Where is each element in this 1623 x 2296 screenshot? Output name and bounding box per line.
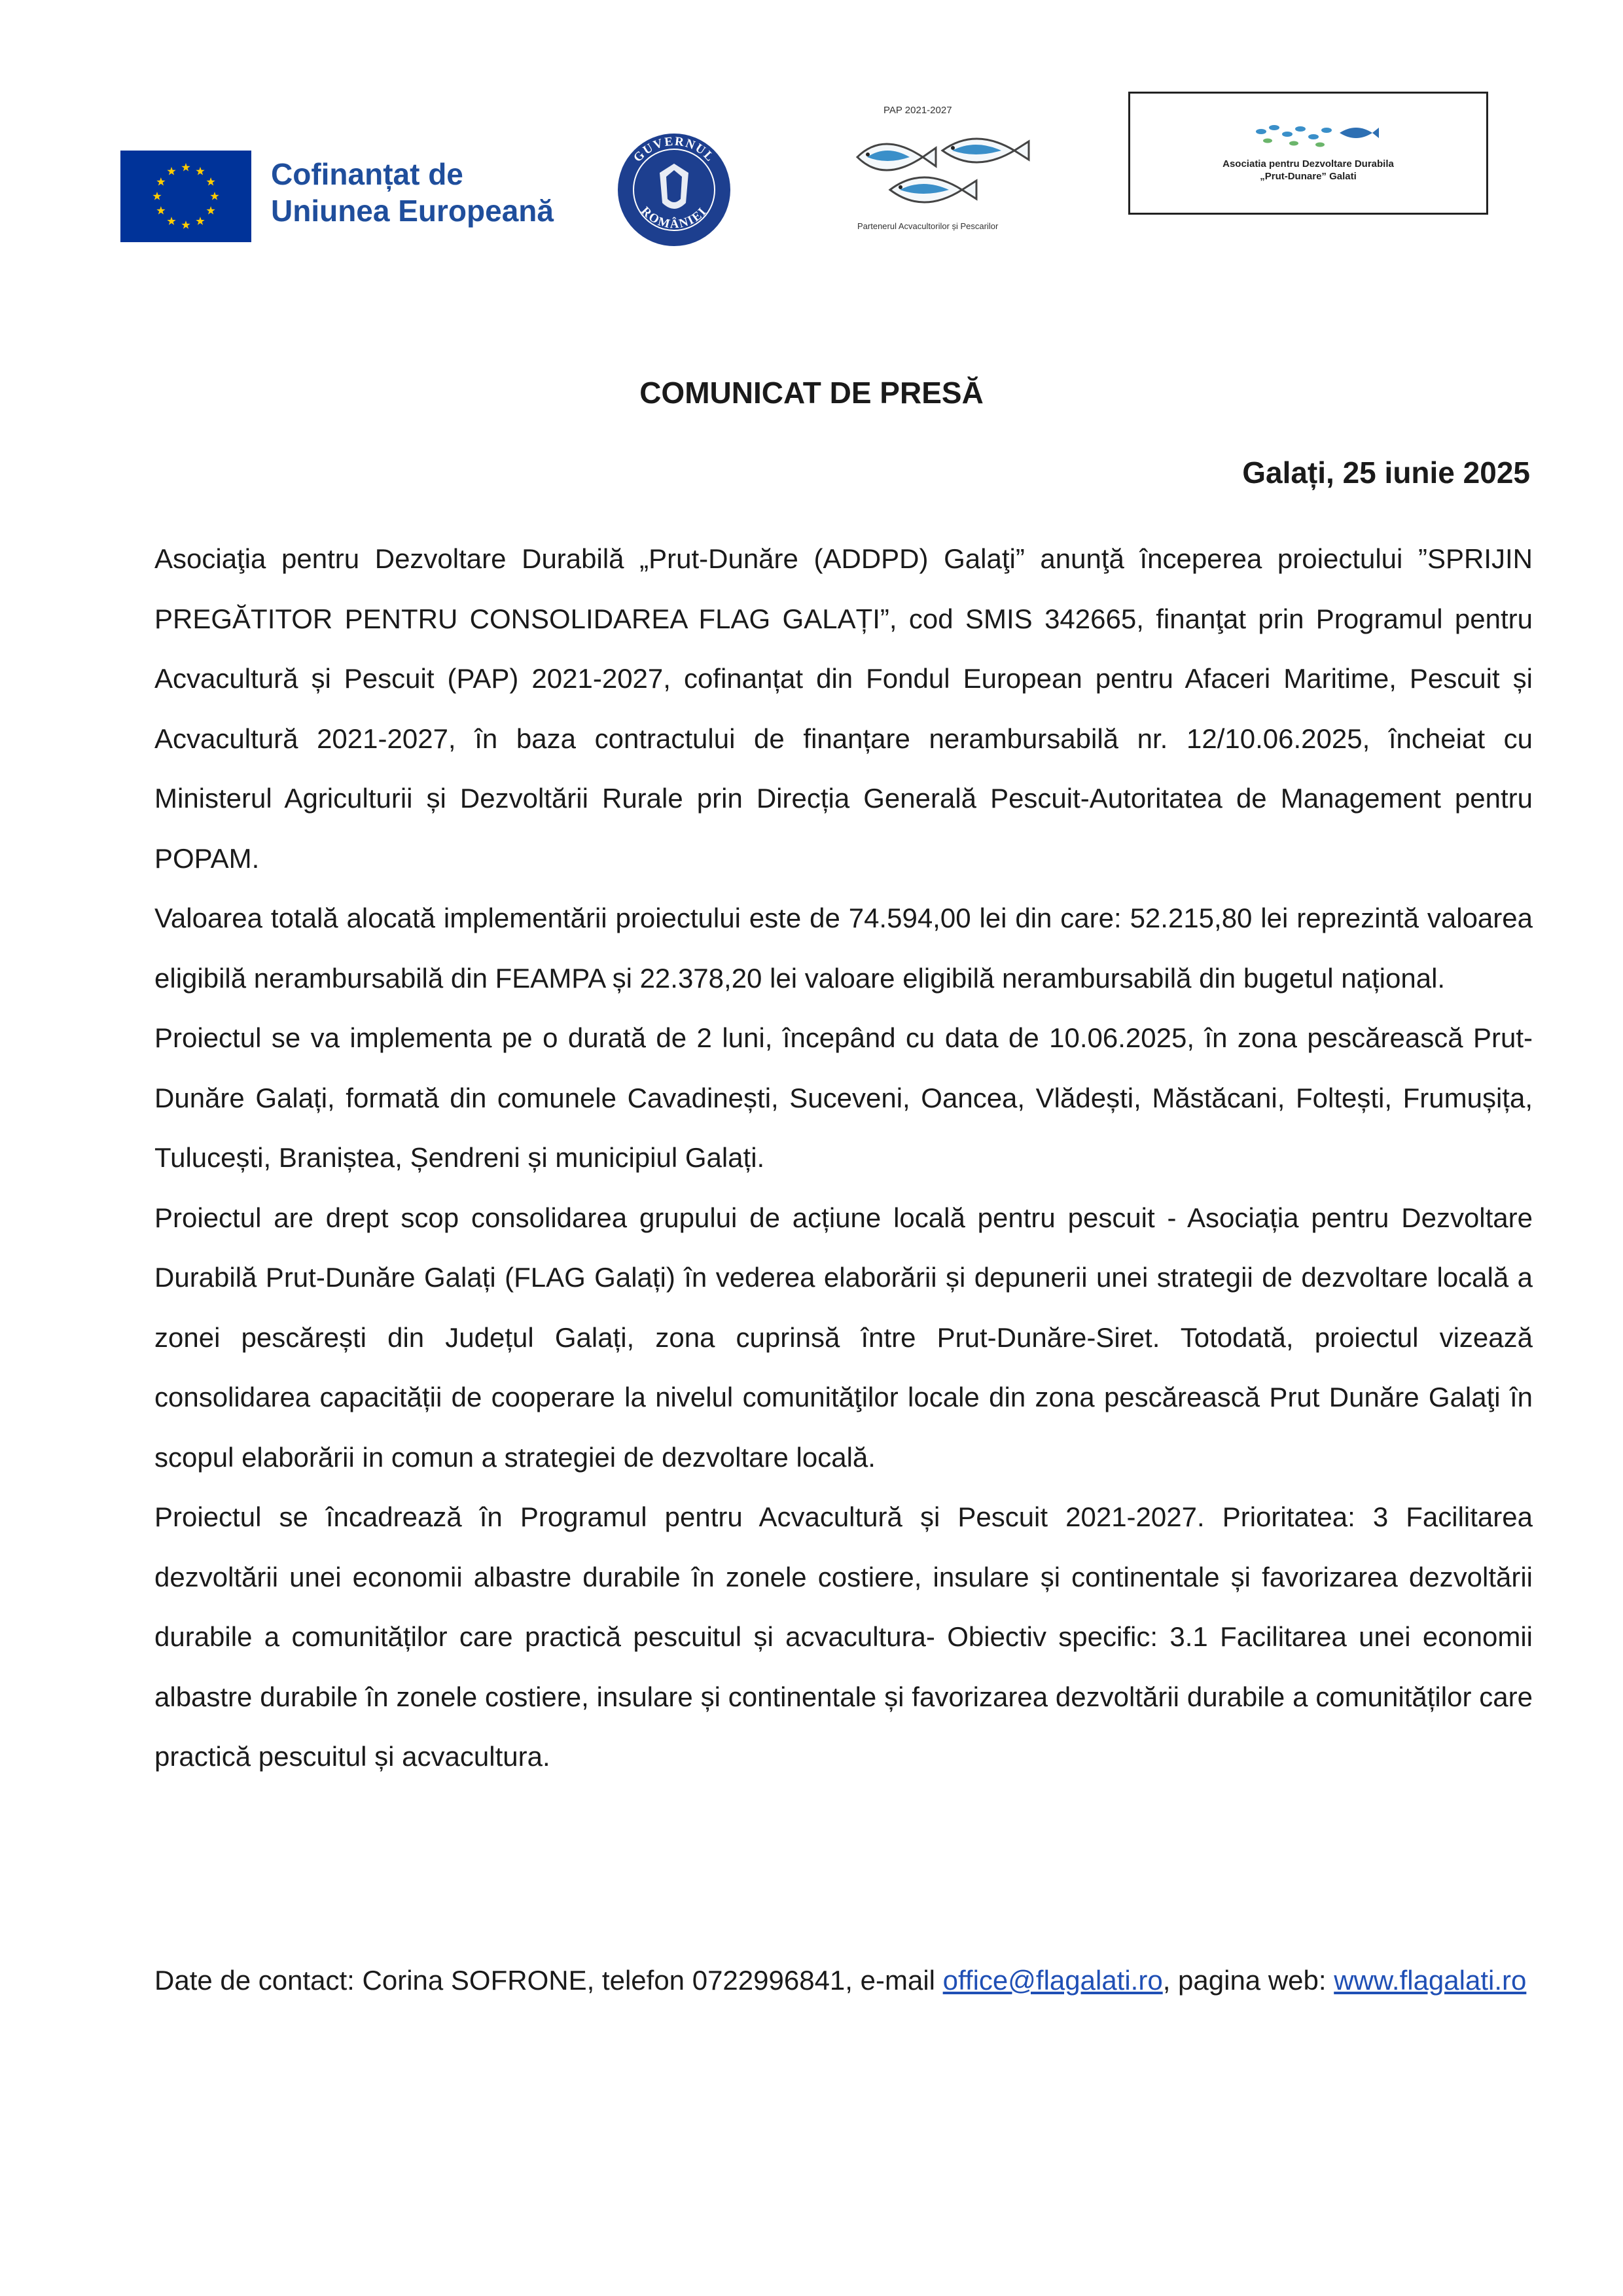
eu-cofinancing-logo: [120, 151, 579, 242]
fish-icon: [844, 124, 1034, 216]
pap-logo-title: PAP 2021-2027: [883, 105, 952, 116]
addpd-association-logo: [1128, 92, 1488, 215]
document-date: Galați, 25 iunie 2025: [1242, 456, 1530, 490]
paragraph-project-announcement: Asociaţia pentru Dezvoltare Durabilă „Prut-Dunăre (ADDPD) Galaţi” anunţă începerea proiectului ”SPRIJIN PREGĂTITOR PENTRU CONSOLIDAREA FLAG GALAȚI”, cod SMIS 342665, finanţat prin Programul pentru Acvacultură și Pescuit (PAP) 2021-2027, cofinanțat din Fondul European pentru Afaceri Maritime, Pescuit și Acvacultură 2021-2027, în baza contractului de finanțare nerambursabilă nr. 12/10.06.2025, încheiat cu Ministerul Agriculturii și Dezvoltării Rurale prin Direcția Generală Pescuit-Autoritatea de Management pentru POPAM.: [154, 543, 1533, 874]
paragraph-program-priority: Proiectul se încadrează în Programul pentru Acvacultură și Pescuit 2021-2027. Prioritatea: 3 Facilitarea dezvoltării unei economii albastre durabile în zonele costiere, insulare și continentale și favorizarea dezvoltării durabile a comunităților care practică pescuitul și acvacultura- Obiectiv specific: 3.1 Facilitarea unei economii albastre durabile în zonele costiere, insulare și continentale și favorizarea dezvoltării durabile a comunităților care practică pescuitul și acvacultura.: [154, 1501, 1533, 1772]
romanian-government-seal-icon: [615, 131, 733, 249]
pap-logo-subtitle: Partenerul Acvacultorilor și Pescarilor: [857, 221, 999, 231]
page-title: COMUNICAT DE PRESĂ: [639, 376, 984, 410]
contact-middle: , pagina web:: [1162, 1965, 1334, 1996]
addpd-logo-text: Asociatia pentru Dezvoltare Durabila „Prut-Dunare” Galati: [1222, 158, 1394, 182]
website-link[interactable]: www.flagalati.ro: [1334, 1965, 1527, 1996]
paragraph-project-scope: Proiectul are drept scop consolidarea grupului de acțiune locală pentru pescuit - Asociația pentru Dezvoltare Durabilă Prut-Dunăre Galați (FLAG Galați) în vederea elaborării și depunerii unei strategii de dezvoltare locală a zonei pescărești din Județul Galați, zona cuprinsă între Prut-Dunăre-Siret. Totodată, proiectul vizează consolidarea capacității de cooperare la nivelul comunităţilor locale din zona pescărească Prut Dunăre Galaţi în scopul elaborării in comun a strategiei de dezvoltare locală.: [154, 1202, 1533, 1473]
svg-text:GUVERNUL: GUVERNUL: [631, 134, 717, 165]
document-body: [154, 529, 1533, 1787]
eu-logo-text: Cofinanțat de Uniunea Europeană: [271, 157, 554, 228]
fish-school-icon: [1248, 118, 1379, 151]
email-link[interactable]: office@flagalati.ro: [942, 1965, 1163, 1996]
paragraph-implementation-area: Proiectul se va implementa pe o durată de 2 luni, începând cu data de 10.06.2025, în zona pescărească Prut-Dunăre Galați, formată din comunele Cavadinești, Suceveni, Oancea, Vlădești, Măstăcani, Foltești, Frumușița, Tulucești, Braniștea, Șendreni și municipiul Galați.: [154, 1022, 1533, 1173]
contact-prefix: Date de contact: Corina SOFRONE, telefon 0722996841, e-mail: [154, 1965, 943, 1996]
pap-2021-2027-logo: [844, 105, 1034, 236]
paragraph-project-value: Valoarea totală alocată implementării proiectului este de 74.594,00 lei din care: 52.215,80 lei reprezintă valoarea eligibilă nerambursabilă din FEAMPA și 22.378,20 lei valoare eligibilă nerambursabilă din bugetul național.: [154, 903, 1533, 994]
contact-details: [154, 1950, 1533, 2011]
svg-text:ROMÂNIEI: ROMÂNIEI: [638, 204, 710, 232]
eu-flag-icon: [120, 151, 251, 242]
